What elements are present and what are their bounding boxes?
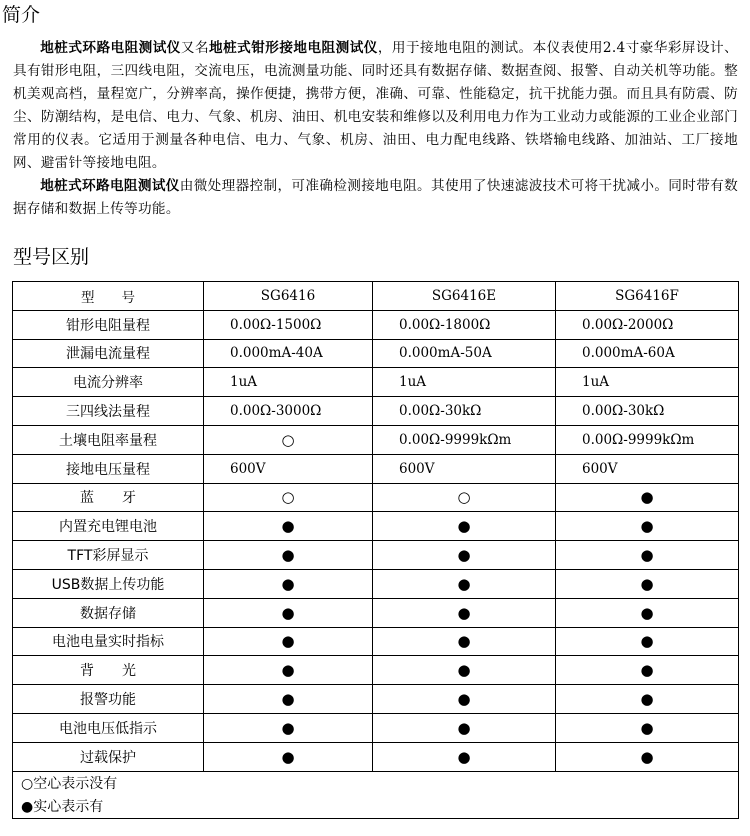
solid-dot-icon: ● [373,656,556,685]
legend-hollow: ○空心表示没有 [13,771,739,795]
cell-value: 600V [204,454,373,483]
solid-dot-icon: ● [556,742,739,771]
solid-dot-icon: ● [204,598,373,627]
cell-value: 0.00Ω-9999kΩm [373,425,556,454]
solid-dot-icon: ● [373,685,556,714]
product-name-bold: 地桩式环路电阻测试仪 [40,178,180,194]
hollow-dot-icon: ○ [204,425,373,454]
table-row [13,368,739,397]
solid-dot-icon: ● [373,713,556,742]
solid-dot-icon: ● [556,512,739,541]
solid-dot-icon: ● [204,656,373,685]
solid-dot-icon: ● [373,627,556,656]
row-label: 电池电量实时指标 [13,627,204,656]
solid-dot-icon: ● [204,627,373,656]
table-row [13,742,739,771]
cell-value: 600V [373,454,556,483]
solid-dot-icon: ● [373,569,556,598]
legend-row-solid [13,795,739,819]
cell-value: 600V [556,454,739,483]
row-label: 三四线法量程 [13,397,204,426]
cell-value: 1uA [204,368,373,397]
section-title: 型号区别 [13,246,90,268]
intro-section [13,37,738,221]
cell-value: 1uA [373,368,556,397]
solid-dot-icon: ● [556,685,739,714]
page-title: 简介 [2,4,41,26]
cell-value: 0.00Ω-2000Ω [556,310,739,339]
intro-text: 又名 [180,40,210,56]
intro-paragraph-1 [13,37,738,175]
header-model-label: 型 号 [13,282,204,311]
solid-dot-icon: ● [204,569,373,598]
legend-solid: ●实心表示有 [13,795,739,819]
solid-dot-icon: ● [373,512,556,541]
solid-dot-icon: ● [204,742,373,771]
cell-value: 0.00Ω-30kΩ [373,397,556,426]
table-row [13,397,739,426]
cell-value: 0.000mA-40A [204,339,373,368]
cell-value: 0.000mA-50A [373,339,556,368]
solid-dot-icon: ● [556,627,739,656]
row-label: 电流分辨率 [13,368,204,397]
solid-dot-icon: ● [204,541,373,570]
table-body [13,310,739,771]
header-sg6416e: SG6416E [373,282,556,311]
cell-value: 0.00Ω-3000Ω [204,397,373,426]
row-label: 过载保护 [13,742,204,771]
table-row [13,713,739,742]
row-label: 电池电压低指示 [13,713,204,742]
intro-paragraph-2 [13,175,738,221]
table-row [13,541,739,570]
cell-value: 0.000mA-60A [556,339,739,368]
table-row [13,685,739,714]
table-row [13,512,739,541]
solid-dot-icon: ● [556,713,739,742]
solid-dot-icon: ● [556,598,739,627]
cell-value: 0.00Ω-9999kΩm [556,425,739,454]
solid-dot-icon: ● [373,541,556,570]
solid-dot-icon: ● [556,483,739,512]
model-comparison-table [12,281,739,819]
cell-value: 0.00Ω-1800Ω [373,310,556,339]
solid-dot-icon: ● [373,598,556,627]
solid-dot-icon: ● [204,685,373,714]
product-alias-bold: 地桩式钳形接地电阻测试仪 [209,40,378,56]
table-row [13,454,739,483]
table-row [13,339,739,368]
solid-dot-icon: ● [556,541,739,570]
solid-dot-icon: ● [204,512,373,541]
cell-value: 0.00Ω-1500Ω [204,310,373,339]
row-label: TFT彩屏显示 [13,541,204,570]
legend-row-hollow [13,771,739,795]
solid-dot-icon: ● [556,569,739,598]
header-sg6416: SG6416 [204,282,373,311]
table-row [13,627,739,656]
cell-value: 0.00Ω-30kΩ [556,397,739,426]
row-label: 背 光 [13,656,204,685]
table-row [13,656,739,685]
cell-value: 1uA [556,368,739,397]
hollow-dot-icon: ○ [204,483,373,512]
row-label: 数据存储 [13,598,204,627]
header-sg6416f: SG6416F [556,282,739,311]
hollow-dot-icon: ○ [373,483,556,512]
table-row [13,483,739,512]
row-label: 钳形电阻量程 [13,310,204,339]
row-label: 报警功能 [13,685,204,714]
product-name-bold: 地桩式环路电阻测试仪 [40,40,181,56]
intro-text: ，用于接地电阻的测试。本仪表使用2.4寸豪华彩屏设计、具有钳形电阻，三四线电阻，交流电压，电流测量功能、同时还具有数据存储、数据查阅、报警、自动关机等功能。整机美观高档，量程宽广，分辨率高，操作便捷，携带方便，准确、可靠、性能稳定，抗干扰能力强。而且具有防震、防尘、防潮结构，是电信、电力、气象、机房、油田、机电安装和维修以及利用电力作为工业动力或能源的工业企业部门常用的仪表。它适用于测量各种电信、电力、气象、机房、油田、电力配电线路、铁塔输电线路、加油站、工厂接地网、避雷针等接地电阻。 [13,40,738,171]
solid-dot-icon: ● [204,713,373,742]
table-row [13,569,739,598]
solid-dot-icon: ● [556,656,739,685]
table-header-row [13,282,739,311]
table-row [13,425,739,454]
row-label: 土壤电阻率量程 [13,425,204,454]
solid-dot-icon: ● [373,742,556,771]
row-label: USB数据上传功能 [13,569,204,598]
row-label: 蓝 牙 [13,483,204,512]
row-label: 泄漏电流量程 [13,339,204,368]
row-label: 接地电压量程 [13,454,204,483]
row-label: 内置充电锂电池 [13,512,204,541]
table-row [13,598,739,627]
table-row [13,310,739,339]
intro-text: 由微处理器控制，可准确检测接地电阻。其使用了快速滤波技术可将干扰减小。同时带有数据存储和数据上传等功能。 [13,178,738,217]
